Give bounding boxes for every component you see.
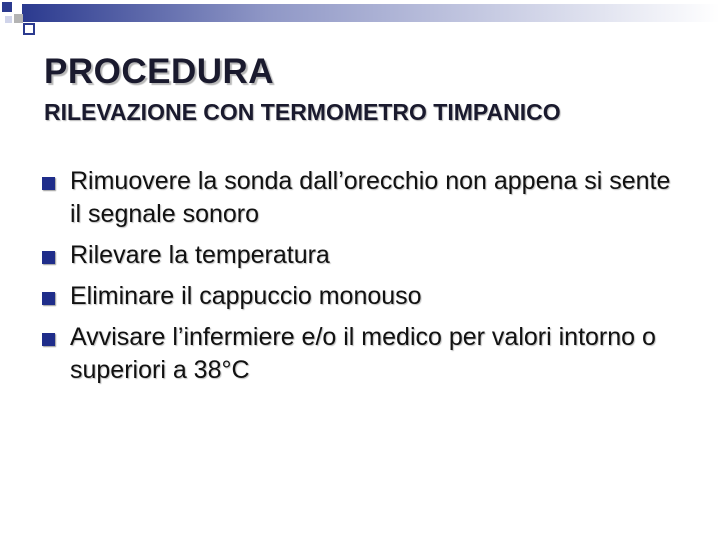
- gradient-bar: [22, 4, 720, 22]
- bullet-text: Rilevare la temperatura: [70, 241, 330, 269]
- bullet-text: Rimuovere la sonda dall’orecchio non appena si sente il segnale sonoro: [70, 167, 671, 228]
- bullet-item: [40, 321, 680, 387]
- deco-square-outline: [24, 24, 34, 34]
- square-bullet-icon: [42, 177, 55, 190]
- header-decoration: [0, 0, 720, 60]
- square-bullet-icon: [42, 333, 55, 346]
- deco-square-gray: [14, 14, 23, 23]
- bullet-item: [40, 165, 680, 231]
- slide-subtitle: RILEVAZIONE CON TERMOMETRO TIMPANICO: [44, 99, 561, 125]
- bullet-text: Eliminare il cappuccio monouso: [70, 282, 422, 310]
- square-bullet-icon: [42, 292, 55, 305]
- slide-title: PROCEDURA: [44, 52, 275, 91]
- deco-square-light: [5, 16, 12, 23]
- bullet-list: [40, 165, 680, 395]
- bullet-text: Avvisare l’infermiere e/o il medico per valori intorno o superiori a 38°C: [70, 323, 656, 384]
- deco-square-dark: [2, 2, 12, 12]
- square-bullet-icon: [42, 251, 55, 264]
- bullet-item: [40, 239, 680, 272]
- bullet-item: [40, 280, 680, 313]
